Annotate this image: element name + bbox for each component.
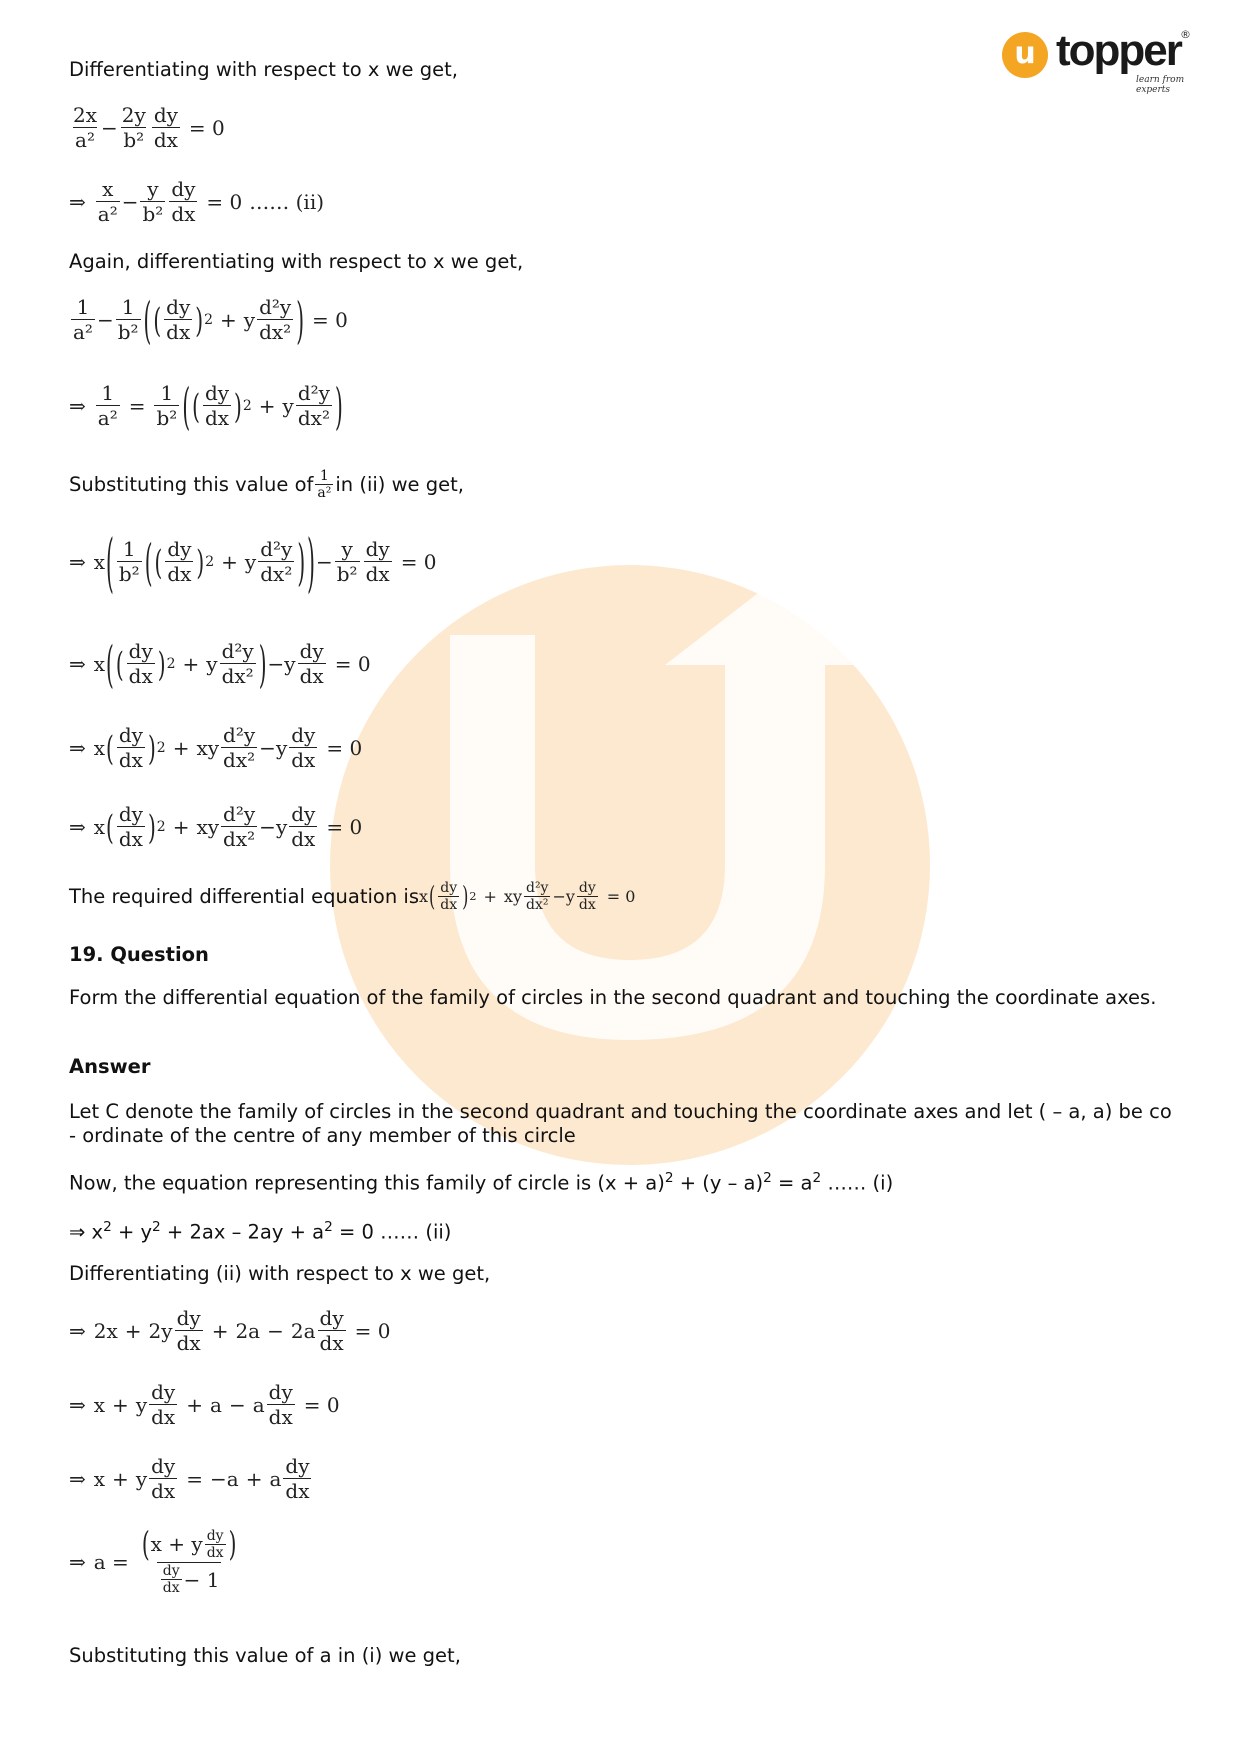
text-diff-ii: Differentiating (ii) with respect to x we get,	[69, 1262, 491, 1285]
equation-12: ⇒ a = ( x + y $\frac{dy}{dx}$ ) $\frac{dy}{dx}$ − 1	[69, 1523, 237, 1596]
equation-8: ⇒ x ( $\frac{dy}{dx}$ ) 2 + xy $\frac{\text{d²y}}{\text{dx²}}$ − y $\frac{dy}{dx}$ = 0	[69, 802, 363, 851]
equation-3: $\frac{1}{\text{a²}}$ − $\frac{1}{\text{b²}}$ ( ( $\frac{dy}{dx}$ ) 2 + y $\frac{\text{d²y}}{\text{dx²}}$ ) = 0	[73, 290, 348, 350]
text-substituting: Substituting this value of $\frac{1}{\text{a²}}$ in (ii) we get,	[69, 468, 464, 502]
topper-logo	[1002, 26, 1202, 95]
equation-5: ⇒ x ( $\frac{1}{\text{b²}}$ ( ( $\frac{dy}{dx}$ ) 2 + y $\frac{\text{d²y}}{\text{dx²}}$ ) ) − $\frac{y}{\text{b²}}$ $\frac{dy}{dx}$ = 0	[69, 523, 437, 601]
text-diff-wrt-x: Differentiating with respect to x we get,	[69, 58, 458, 81]
logo-wordmark: topper	[1056, 26, 1181, 75]
text-now-eq: Now, the equation representing this family of circle is $(x + a)^2 + (y - a)^2 = a^2$ …… (i)	[69, 1170, 894, 1195]
answer-heading: Answer	[69, 1055, 151, 1078]
equation-9: ⇒ 2x + 2y $\frac{dy}{dx}$ + 2a − 2a $\frac{dy}{dx}$ = 0	[69, 1306, 391, 1355]
equation-6: ⇒ x ( ( $\frac{dy}{dx}$ ) 2 + y $\frac{\text{d²y}}{\text{dx²}}$ ) − y $\frac{dy}{dx}$ = 0	[69, 634, 371, 694]
text-subst-a: Substituting this value of a in (i) we get,	[69, 1644, 461, 1667]
text-eq-ii: ⇒ $x^2 + y^2 + 2ax - 2ay + a^2 = 0$ …… (ii)	[69, 1219, 452, 1244]
logo-mark-icon: u	[1002, 32, 1048, 78]
registered-mark: ®	[1180, 28, 1191, 41]
answer-let-c: Let C denote the family of circles in the second quadrant and touching the coordinate axes and let ( – a, a) be co - ordinate of the centre of any member of this circle	[69, 1100, 1172, 1147]
text-required-eq: The required differential equation is x ( $\frac{dy}{dx}$ ) 2 + xy $\frac{\text{d²y}}{\text{dx²}}$ − y $\frac{dy}{dx}$ = 0	[69, 879, 636, 914]
equation-7: ⇒ x ( $\frac{dy}{dx}$ ) 2 + xy $\frac{\text{d²y}}{\text{dx²}}$ − y $\frac{dy}{dx}$ = 0	[69, 723, 363, 772]
logo-tagline: learn from experts	[1136, 75, 1185, 95]
equation-1: $\frac{2x}{\text{a²}}$ − $\frac{2y}{\text{b²}}$ $\frac{dy}{dx}$ = 0	[73, 103, 225, 152]
question-title: 19. Question	[69, 943, 209, 966]
equation-2: ⇒ $\frac{x}{\text{a²}}$ − $\frac{y}{\text{b²}}$ $\frac{dy}{dx}$ = 0 …… (ii)	[69, 177, 325, 226]
text-again-diff: Again, differentiating with respect to x we get,	[69, 250, 524, 273]
equation-10: ⇒ x + y $\frac{dy}{dx}$ + a − a $\frac{dy}{dx}$ = 0	[69, 1380, 340, 1429]
equation-4: ⇒ $\frac{1}{\text{a²}}$ = $\frac{1}{\text{b²}}$ ( ( $\frac{dy}{dx}$ ) 2 + y $\frac{\text{d²y}}{\text{dx²}}$ )	[69, 376, 343, 436]
equation-11: ⇒ x + y $\frac{dy}{dx}$ = −a + a $\frac{dy}{dx}$	[69, 1454, 310, 1503]
question-body: Form the differential equation of the family of circles in the second quadrant and touching the coordinate axes.	[69, 986, 1157, 1009]
